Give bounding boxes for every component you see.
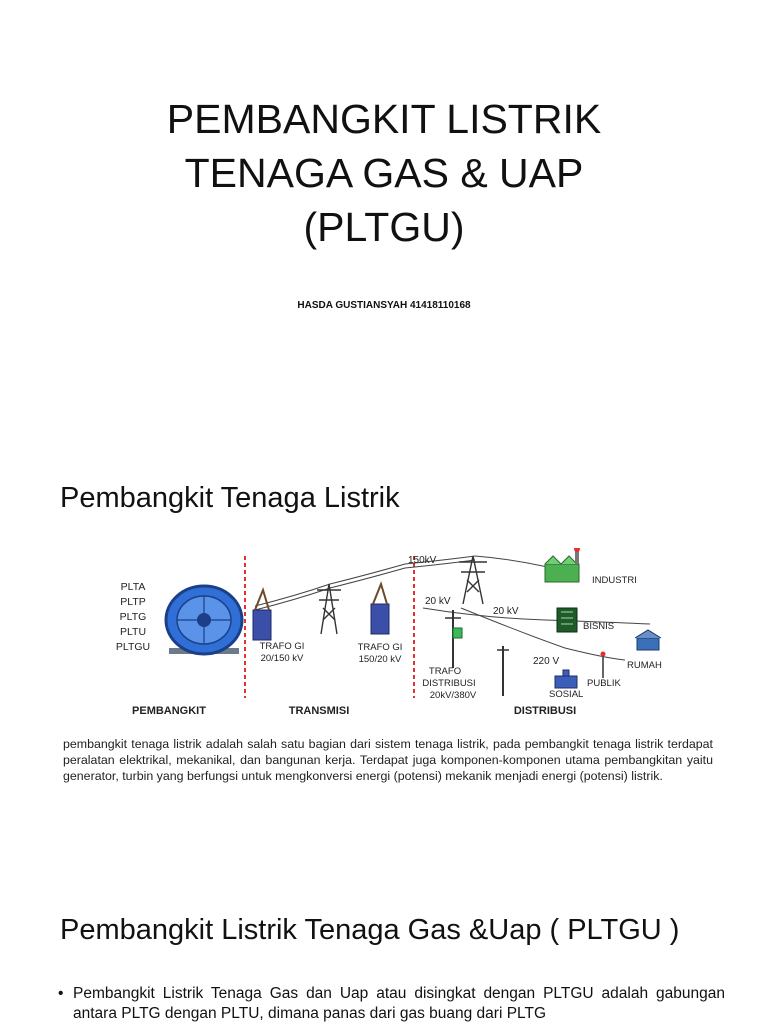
power-system-diagram <box>105 548 675 726</box>
bullet-icon: • <box>58 985 64 1002</box>
title-line: (PLTGU) <box>303 204 465 250</box>
slide-heading: Pembangkit Tenaga Listrik <box>60 482 400 514</box>
section-label: TRANSMISI <box>288 705 350 717</box>
bullet-item <box>58 984 725 1024</box>
generator-icon <box>166 586 242 654</box>
trafo-label: 20kV/380V <box>429 690 477 701</box>
consumer-label: SOSIAL <box>549 689 584 700</box>
presentation-title <box>84 92 684 254</box>
title-slide <box>0 0 768 448</box>
transmission-tower-icon <box>459 556 487 604</box>
social-building-icon <box>555 670 577 688</box>
trafo-gi-icon <box>371 584 389 634</box>
generator-type-label: PLTP <box>120 596 146 608</box>
bullet-text: Pembangkit Listrik Tenaga Gas dan Uap atau disingkat dengan PLTGU adalah gabungan antara PLTG dengan PLTU, dimana panas dari gas buang dari PLTG <box>73 985 725 1022</box>
generator-type-label: PLTGU <box>115 641 151 653</box>
generator-type-label: PLTU <box>119 626 147 638</box>
trafo-label: TRAFO <box>428 666 462 677</box>
generator-type-label: PLTG <box>119 611 147 623</box>
trafo-label: TRAFO GI <box>259 641 305 652</box>
trafo-label: 20/150 kV <box>260 653 304 664</box>
description-paragraph: pembangkit tenaga listrik adalah salah satu bagian dari sistem tenaga listrik, pada pembangkit tenaga listrik terdapat peralatan elektrikal, mekanikal, dan bangunan kerja. Terdapat juga komponen-komponen utama pembangkitan yaitu generator, turbin yang berfungsi untuk mengkonversi energi (potensi) mekanik menjadi energi (potensi) listrik. <box>63 737 713 783</box>
consumer-label: INDUSTRI <box>592 575 637 586</box>
voltage-label: 220 V <box>533 656 560 667</box>
voltage-label: 20 kV <box>425 596 451 607</box>
title-line: PEMBANGKIT LISTRIK <box>166 96 602 142</box>
trafo-label: TRAFO GI <box>357 642 403 653</box>
house-icon <box>635 630 661 650</box>
voltage-label: 20 kV <box>493 606 519 617</box>
business-building-icon <box>557 608 577 632</box>
consumer-label: BISNIS <box>583 621 615 632</box>
section-label: DISTRIBUSI <box>513 705 577 717</box>
title-line: TENAGA GAS & UAP <box>184 150 584 196</box>
trafo-gi-icon <box>253 590 271 640</box>
consumer-label: RUMAH <box>627 660 662 671</box>
section-label: PEMBANGKIT <box>132 705 206 717</box>
trafo-label: 150/20 kV <box>358 654 402 665</box>
distribution-pole-icon <box>445 610 462 668</box>
public-pole-icon <box>601 652 606 679</box>
generator-type-label: PLTA <box>120 581 146 593</box>
distribution-pole-icon <box>497 646 509 696</box>
voltage-label: 150kV <box>408 555 437 566</box>
author-line: HASDA GUSTIANSYAH 41418110168 <box>297 300 471 311</box>
industry-icon <box>545 548 580 582</box>
consumer-label: PUBLIK <box>587 678 621 689</box>
trafo-label: DISTRIBUSI <box>422 678 476 689</box>
slide-heading: Pembangkit Listrik Tenaga Gas &Uap ( PLTGU ) <box>60 914 680 946</box>
